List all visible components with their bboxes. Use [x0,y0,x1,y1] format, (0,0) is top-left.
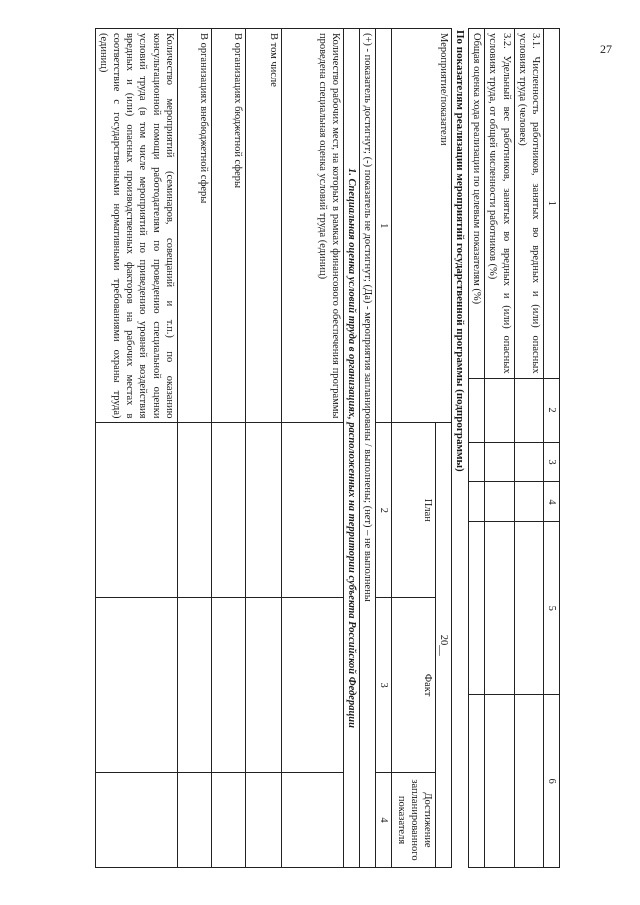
header-cell: 6 [543,695,559,868]
row-label: Общая оценка хода реализации по целевым показателям (%) [469,29,485,379]
row-label: 3.1. Численность работников, занятых во вредных и (или) опасных условиях труда (человек) [514,29,543,379]
header-measures: Мероприятие/показатели [392,29,452,423]
empty-cell [177,772,211,867]
section-row [343,29,359,868]
legend-row [359,29,375,868]
empty-cell [245,423,281,598]
empty-cell [469,482,485,522]
header-cell: 2 [543,378,559,442]
header-cell: 5 [543,522,559,695]
row-label: В том числе [245,29,281,423]
row-label: В организациях внебюджетной сферы [177,29,211,423]
empty-cell [485,442,514,482]
measures-table [95,28,452,868]
empty-cell [245,598,281,773]
header-cell: 3 [543,442,559,482]
table-row [485,29,514,868]
empty-cell [469,442,485,482]
empty-cell [469,522,485,695]
empty-cell [96,423,178,598]
empty-cell [514,482,543,522]
rotated-content [70,28,560,868]
table-header-row [436,29,452,868]
table-row [177,29,211,868]
empty-cell [281,423,343,598]
table-header-row [543,29,559,868]
header-cell: 4 [543,482,559,522]
empty-cell [514,442,543,482]
empty-cell [177,423,211,598]
empty-cell [514,695,543,868]
header-plan: План [392,423,436,598]
table-row [245,29,281,868]
row-label: 3.2. Удельный вес работников, занятых во вредных и (или) опасных условиях труда, от общей численности работников (%) [485,29,514,379]
row-label: Количество мероприятий (семинаров, совещаний и т.п.) по оказанию консультационной помощи работодателям по проведению специальной оценки условий труда (в том числе мероприятий по приведению уровней воздействия вредных и (или) опасных производственных факторов на рабочих местах в соответствие с государственными нормативными требованиями охраны труда) (единиц) [96,29,178,423]
empty-cell [485,482,514,522]
empty-cell [485,695,514,868]
empty-cell [211,423,245,598]
header-year: 20__ [436,423,452,868]
number-cell: 4 [376,772,392,867]
empty-cell [211,598,245,773]
table-row [96,29,178,868]
row-label: В организациях бюджетной сферы [211,29,245,423]
number-cell: 3 [376,598,392,773]
empty-cell [96,772,178,867]
empty-cell [281,772,343,867]
empty-cell [96,598,178,773]
table-row [281,29,343,868]
empty-cell [211,772,245,867]
section-heading: 1. Специальная оценка условий труда в организациях, расположенных на территории субъекта Российской Федерации [343,29,359,868]
header-fact: Факт [392,598,436,773]
table-row [211,29,245,868]
empty-cell [485,378,514,442]
empty-cell [177,598,211,773]
number-cell: 2 [376,423,392,598]
empty-cell [469,695,485,868]
table-row [469,29,485,868]
empty-cell [245,772,281,867]
empty-cell [514,378,543,442]
empty-cell [281,598,343,773]
empty-cell [514,522,543,695]
table-number-row [376,29,392,868]
header-achievement: Достижение запланированного показателя [392,772,436,867]
indicators-table [468,28,560,868]
section-title: По показателям реализации мероприятий государственной программы (подпрограммы) [454,30,467,472]
number-cell: 1 [376,29,392,423]
empty-cell [485,522,514,695]
header-cell: 1 [543,29,559,379]
legend-text: (+) - показатель достигнут; (-) показатель не достигнут; (Да) - мероприятия запланированы / выполнены; (нет) – не выполнены [359,29,375,868]
table-row [514,29,543,868]
row-label: Количество рабочих мест, на которых в рамках финансового обеспечения программы проведена специальная оценка условий труда (единиц) [281,29,343,423]
empty-cell [469,378,485,442]
page-number: 27 [600,42,612,56]
